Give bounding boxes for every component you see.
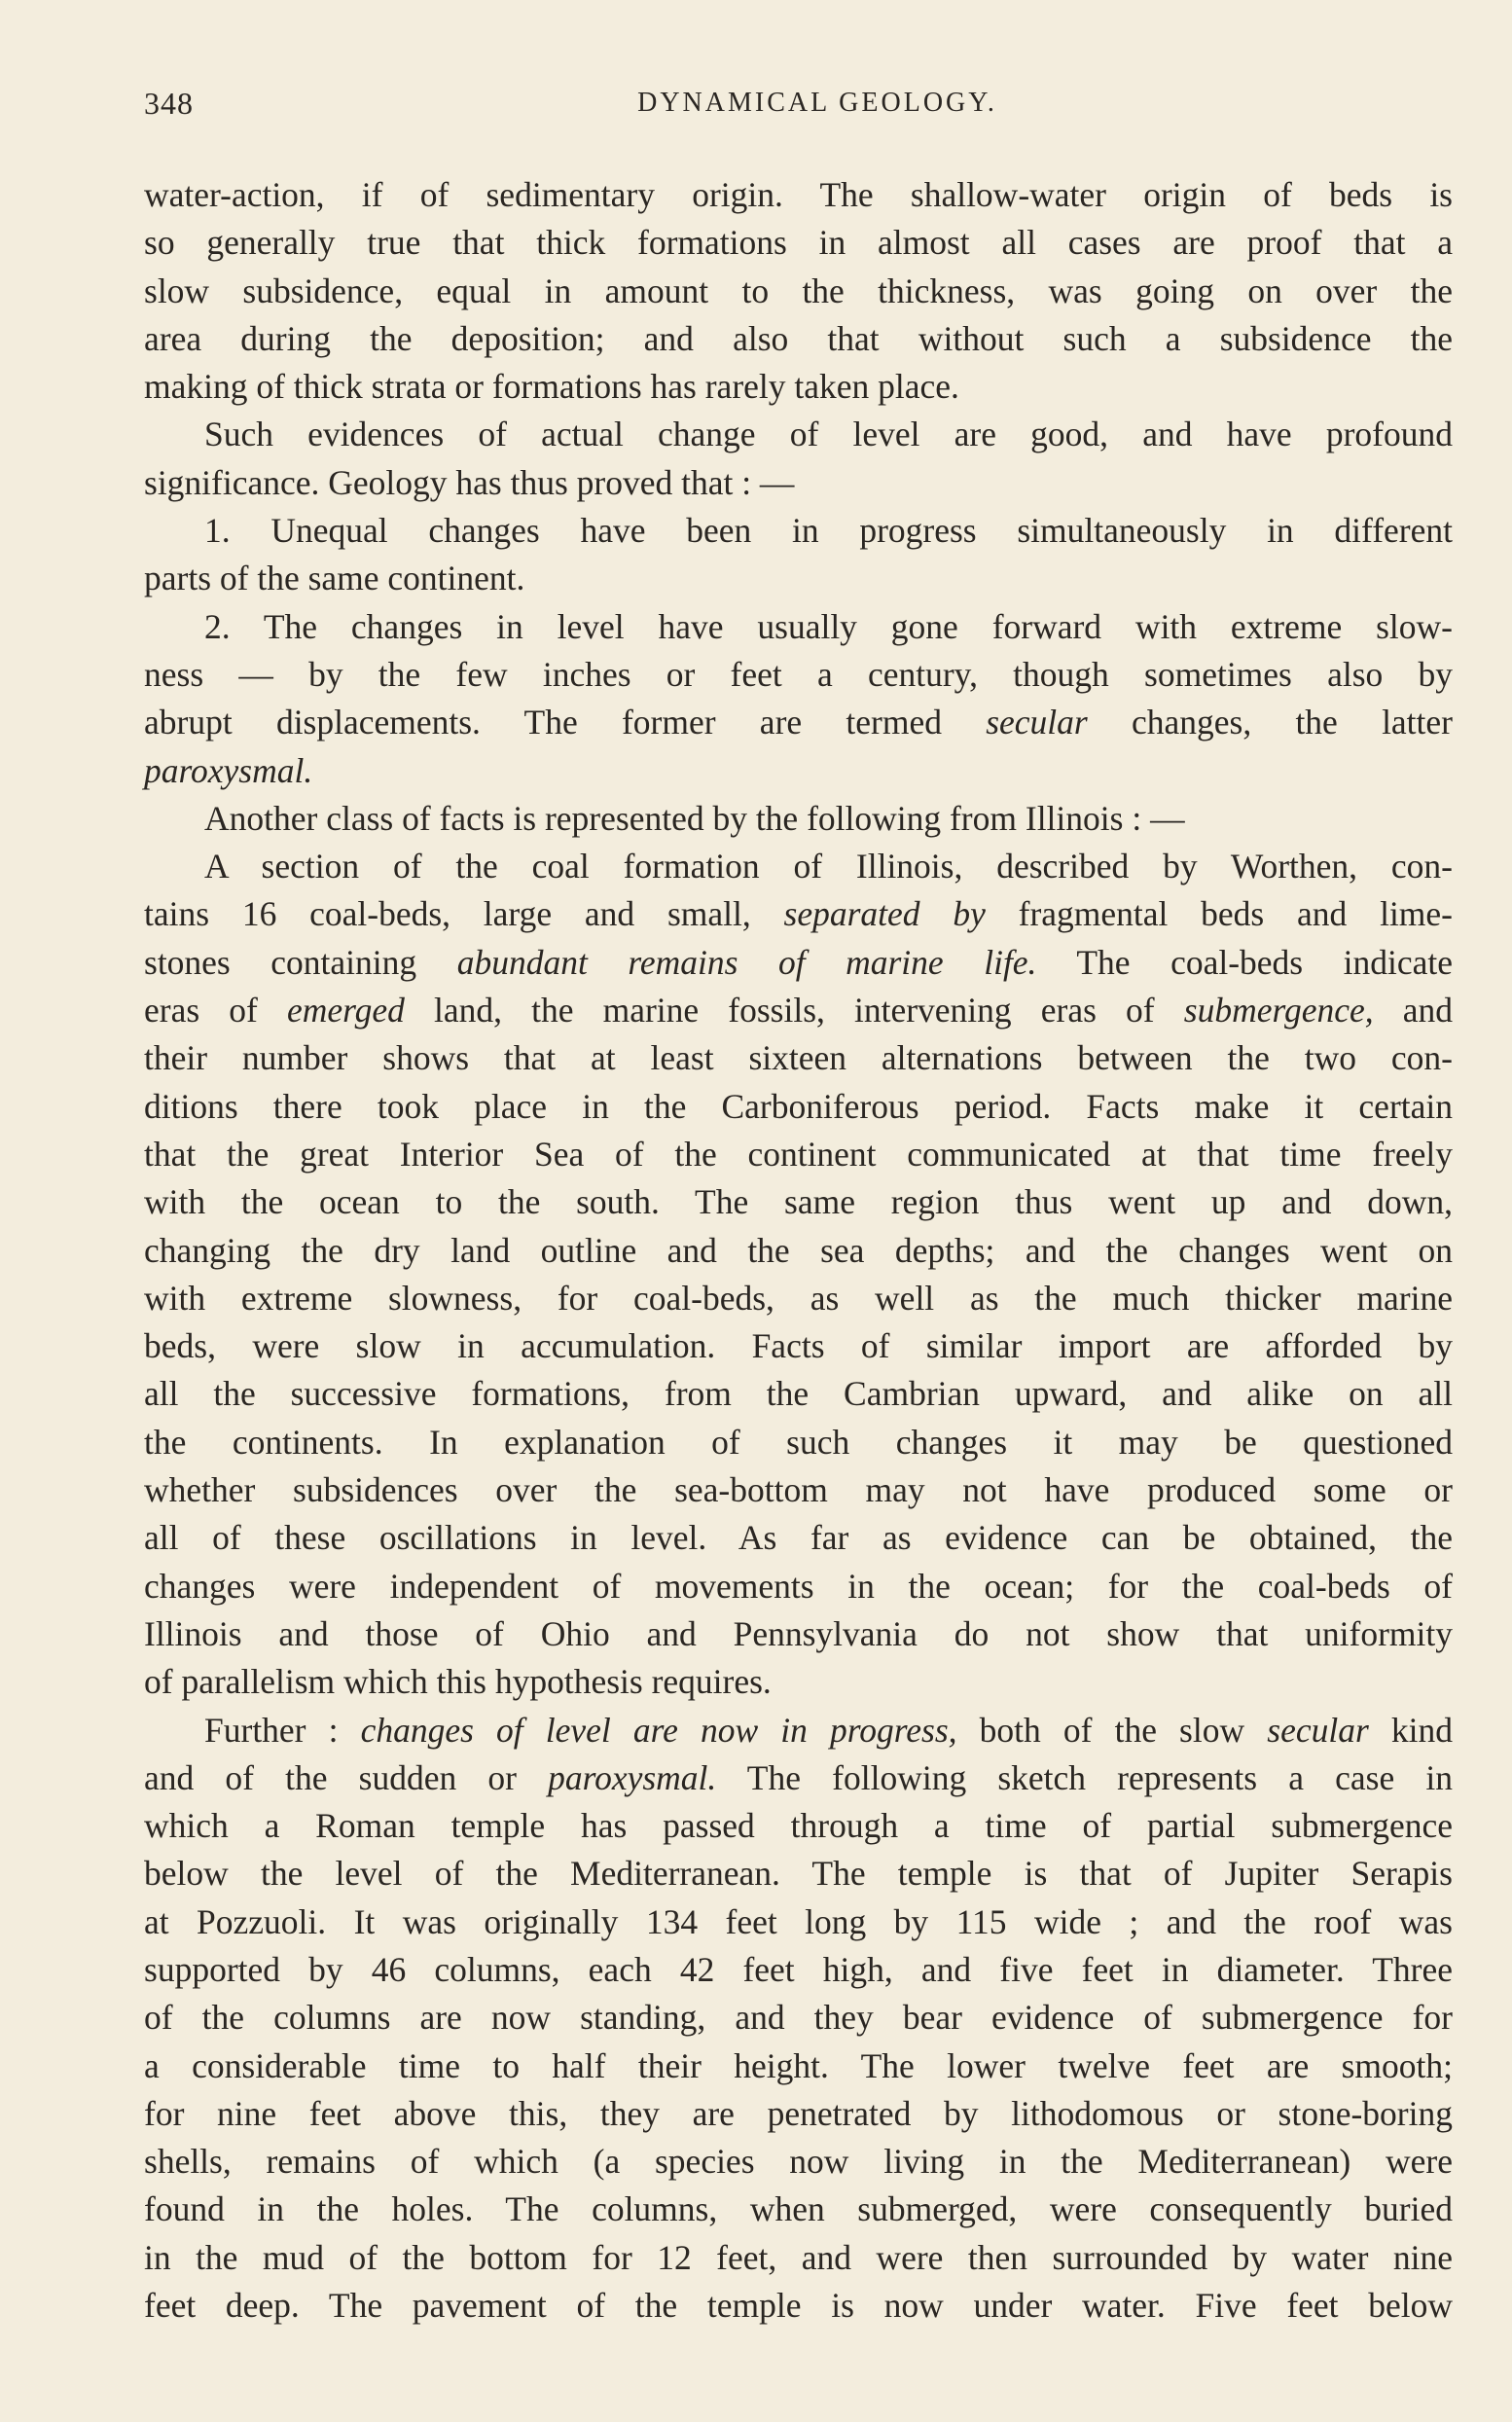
text-line bbox=[144, 987, 1453, 1034]
text-line bbox=[144, 1514, 1453, 1562]
text-segment: The following sketch represents a case in bbox=[716, 1757, 1453, 1797]
text-segment: Another class of facts is represented by the following from Illinois : — bbox=[204, 798, 1185, 838]
text-line bbox=[144, 315, 1453, 363]
text-line bbox=[144, 1563, 1453, 1610]
text-line bbox=[144, 1083, 1453, 1131]
text-segment: slow subsidence, equal in amount to the thickness, was going on over the bbox=[144, 271, 1453, 310]
text-segment: kind bbox=[1368, 1710, 1453, 1750]
italic-text: changes of level are now in progress, bbox=[360, 1710, 957, 1750]
text-segment: with extreme slowness, for coal-beds, as well as the much thicker marine bbox=[144, 1278, 1453, 1318]
text-line bbox=[144, 507, 1453, 555]
italic-text: secular bbox=[986, 703, 1088, 742]
italic-text: paroxysmal. bbox=[548, 1757, 717, 1797]
text-line bbox=[144, 268, 1453, 315]
text-line bbox=[144, 1898, 1453, 1946]
text-segment: of the columns are now standing, and they bear evidence of submergence for bbox=[144, 1998, 1453, 2038]
text-line bbox=[144, 747, 1453, 795]
italic-text: emerged bbox=[286, 991, 405, 1030]
text-segment: all of these oscillations in level. As far as evidence can be obtained, the bbox=[144, 1518, 1453, 1558]
text-line bbox=[144, 2042, 1453, 2090]
italic-text: abundant remains of marine life. bbox=[456, 942, 1037, 982]
text-segment: changes, the latter bbox=[1087, 703, 1453, 742]
text-segment: in the mud of the bottom for 12 feet, and were then surrounded by water nine bbox=[144, 2237, 1453, 2277]
text-segment: tains 16 coal-beds, large and small, bbox=[144, 894, 784, 934]
text-line bbox=[144, 795, 1453, 843]
text-line bbox=[144, 1850, 1453, 1898]
text-line bbox=[144, 1610, 1453, 1658]
text-line bbox=[144, 651, 1453, 699]
text-line bbox=[144, 1275, 1453, 1322]
text-line bbox=[144, 699, 1453, 746]
text-line bbox=[144, 2186, 1453, 2233]
italic-text: separated by bbox=[783, 894, 986, 934]
text-segment: shells, remains of which (a species now living in the Mediterranean) were bbox=[144, 2142, 1453, 2182]
text-line bbox=[144, 1034, 1453, 1082]
text-segment: area during the deposition; and also that without such a subsidence the bbox=[144, 318, 1453, 358]
italic-text: secular bbox=[1267, 1710, 1369, 1750]
text-segment: which a Roman temple has passed through a time of partial submergence bbox=[144, 1806, 1453, 1846]
text-line bbox=[144, 1322, 1453, 1370]
text-segment: Further : bbox=[204, 1710, 361, 1750]
text-line bbox=[144, 1994, 1453, 2042]
text-segment: changes were independent of movements in the ocean; for the coal-beds of bbox=[144, 1566, 1453, 1606]
text-segment: fragmental beds and lime- bbox=[985, 894, 1454, 934]
text-segment: The coal-beds indicate bbox=[1036, 942, 1453, 982]
text-segment: both of the slow bbox=[956, 1710, 1268, 1750]
text-segment: ness — by the few inches or feet a century, though sometimes also by bbox=[144, 654, 1453, 694]
text-line bbox=[144, 1419, 1453, 1466]
text-segment: at Pozzuoli. It was originally 134 feet long by 115 wide ; and the roof was bbox=[144, 1901, 1453, 1941]
text-segment: 2. The changes in level have usually gone forward with extreme slow- bbox=[204, 606, 1453, 646]
text-line bbox=[144, 1227, 1453, 1275]
text-segment: Such evidences of actual change of level are good, and have profound bbox=[204, 415, 1453, 454]
text-segment: land, the marine fossils, intervening eras of bbox=[404, 991, 1184, 1030]
text-segment: 1. Unequal changes have been in progress simultaneously in different bbox=[204, 511, 1453, 551]
text-segment: parts of the same continent. bbox=[144, 559, 525, 598]
text-line bbox=[144, 1802, 1453, 1850]
text-line bbox=[144, 1707, 1453, 1754]
text-segment: feet deep. The pavement of the temple is now under water. Five feet below bbox=[144, 2286, 1453, 2326]
page-number: 348 bbox=[144, 86, 194, 121]
text-segment: Illinois and those of Ohio and Pennsylvania do not show that uniformity bbox=[144, 1613, 1453, 1653]
text-segment: and of the sudden or bbox=[144, 1757, 549, 1797]
text-segment: of parallelism which this hypothesis requires. bbox=[144, 1662, 772, 1702]
text-segment: eras of bbox=[144, 991, 287, 1030]
text-segment: changing the dry land outline and the sea depths; and the changes went on bbox=[144, 1230, 1453, 1270]
text-segment: for nine feet above this, they are penetrated by lithodomous or stone-boring bbox=[144, 2093, 1453, 2133]
text-line bbox=[144, 1658, 1453, 1706]
text-segment: A section of the coal formation of Illinois, described by Worthen, con- bbox=[204, 847, 1453, 886]
text-segment: stones containing bbox=[144, 942, 457, 982]
italic-text: paroxysmal. bbox=[144, 750, 313, 790]
text-line bbox=[144, 2282, 1453, 2330]
text-segment: below the level of the Mediterranean. The temple is that of Jupiter Serapis bbox=[144, 1854, 1453, 1894]
text-segment: abrupt displacements. The former are termed bbox=[144, 703, 987, 742]
text-segment: supported by 46 columns, each 42 feet high, and five feet in diameter. Three bbox=[144, 1949, 1453, 1989]
text-line bbox=[144, 219, 1453, 267]
text-line bbox=[144, 1178, 1453, 1226]
text-line bbox=[144, 1370, 1453, 1418]
text-segment: with the ocean to the south. The same region thus went up and down, bbox=[144, 1182, 1453, 1222]
body-text bbox=[144, 171, 1453, 2330]
text-line bbox=[144, 1946, 1453, 1994]
text-line bbox=[144, 939, 1453, 987]
text-segment: so generally true that thick formations in almost all cases are proof that a bbox=[144, 223, 1453, 263]
text-line bbox=[144, 603, 1453, 651]
text-segment: a considerable time to half their height. The lower twelve feet are smooth; bbox=[144, 2045, 1453, 2085]
text-line bbox=[144, 171, 1453, 219]
text-segment: all the successive formations, from the Cambrian upward, and alike on all bbox=[144, 1374, 1453, 1414]
text-line bbox=[144, 1131, 1453, 1178]
text-segment: their number shows that at least sixteen alternations between the two con- bbox=[144, 1038, 1453, 1078]
text-line bbox=[144, 555, 1453, 602]
text-line bbox=[144, 1466, 1453, 1514]
text-line bbox=[144, 459, 1453, 507]
text-segment: whether subsidences over the sea-bottom may not have produced some or bbox=[144, 1470, 1453, 1510]
text-segment: that the great Interior Sea of the continent communicated at that time freely bbox=[144, 1134, 1453, 1174]
text-segment: significance. Geology has thus proved that : — bbox=[144, 462, 795, 502]
text-line bbox=[144, 2090, 1453, 2138]
text-line bbox=[144, 2234, 1453, 2282]
running-title: DYNAMICAL GEOLOGY. bbox=[637, 88, 997, 118]
italic-text: submergence, bbox=[1183, 991, 1374, 1030]
text-line bbox=[144, 363, 1453, 411]
text-segment: and bbox=[1373, 991, 1453, 1030]
text-segment: beds, were slow in accumulation. Facts of similar import are afforded by bbox=[144, 1326, 1453, 1366]
text-segment: the continents. In explanation of such changes it may be questioned bbox=[144, 1422, 1453, 1462]
text-segment: found in the holes. The columns, when submerged, were consequently buried bbox=[144, 2189, 1453, 2229]
text-segment: water-action, if of sedimentary origin. The shallow-water origin of beds is bbox=[144, 175, 1453, 214]
text-line bbox=[144, 1754, 1453, 1802]
text-segment: ditions there took place in the Carboniferous period. Facts make it certain bbox=[144, 1086, 1453, 1126]
text-segment: making of thick strata or formations has rarely taken place. bbox=[144, 367, 959, 407]
text-line bbox=[144, 411, 1453, 458]
text-line bbox=[144, 843, 1453, 890]
page-header bbox=[144, 86, 1452, 134]
text-line bbox=[144, 2138, 1453, 2186]
text-line bbox=[144, 890, 1453, 938]
